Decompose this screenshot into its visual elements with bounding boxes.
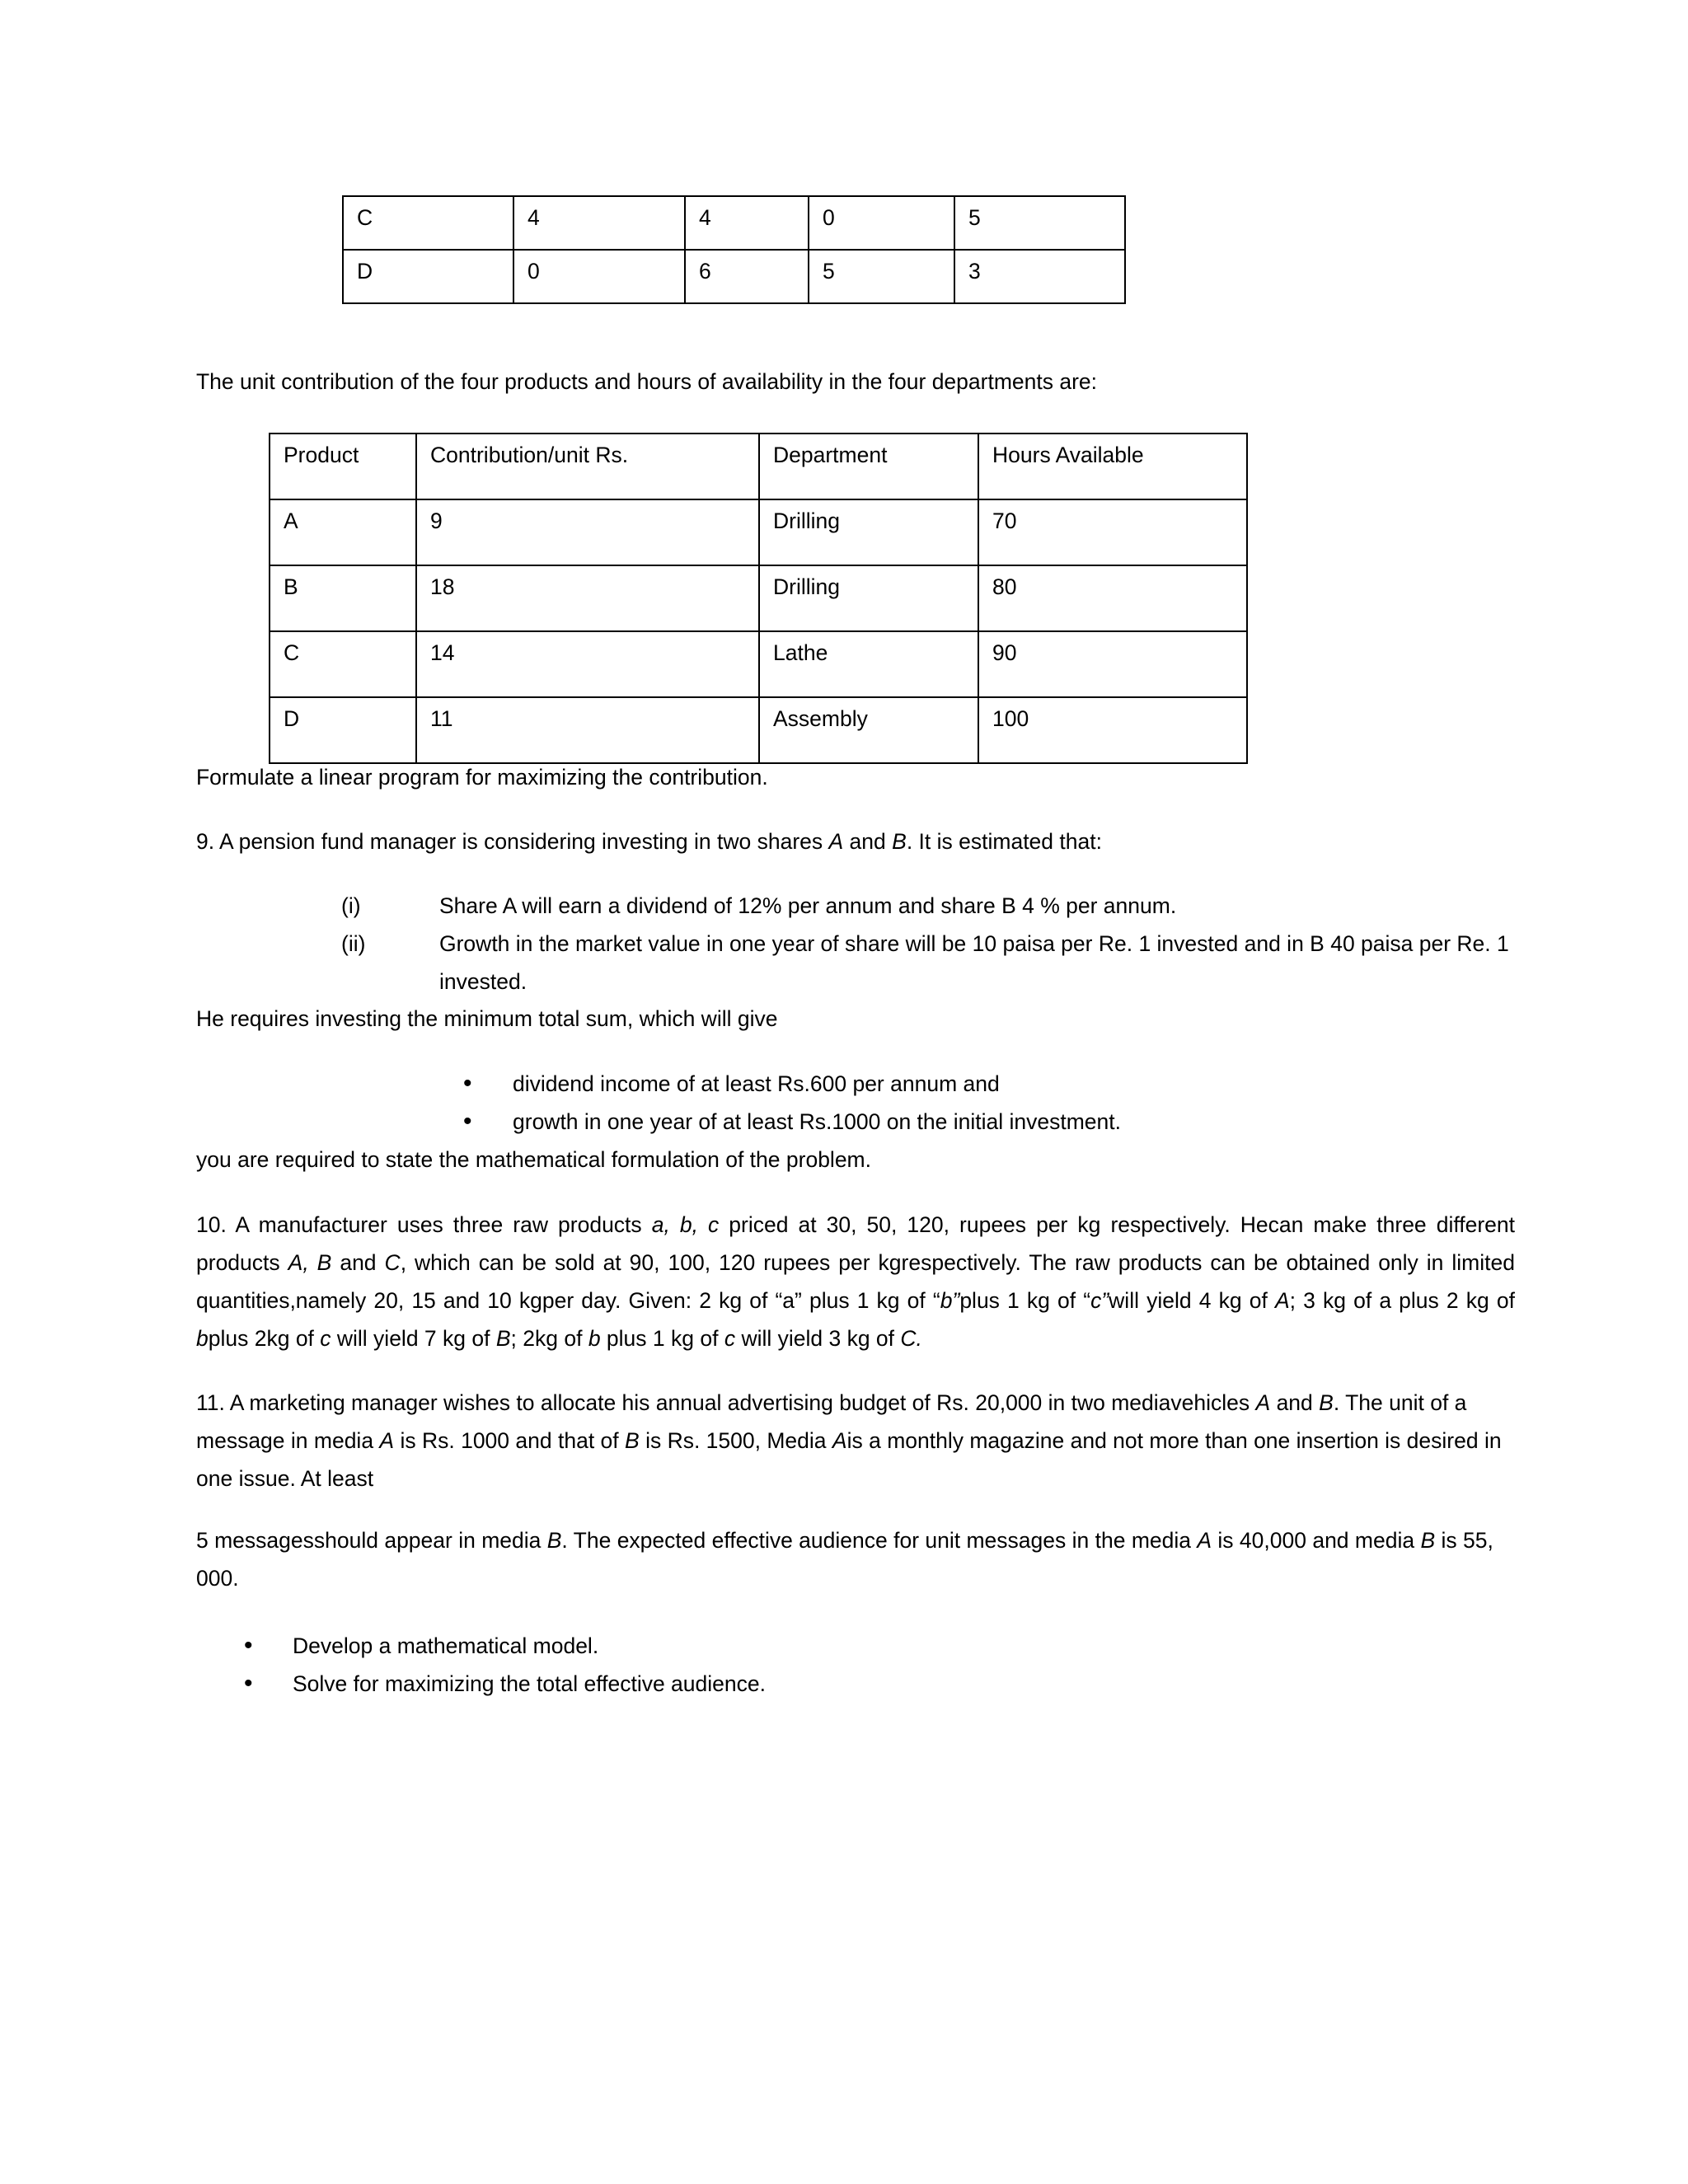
table-row — [270, 697, 1247, 763]
table-cell: 5 — [809, 250, 954, 303]
table-cell: Drilling — [759, 499, 978, 565]
table-row — [270, 565, 1247, 631]
table-cell: 5 — [954, 196, 1125, 250]
availability-table-continued — [342, 195, 1126, 304]
column-header: Department — [759, 434, 978, 499]
table-cell: B — [270, 565, 416, 631]
q9-requirement: He requires investing the minimum total sum, which will give — [196, 1006, 778, 1031]
table-row — [270, 499, 1247, 565]
table-cell: Assembly — [759, 697, 978, 763]
bullet-icon: • — [463, 1108, 472, 1135]
q9-item-text-cont: invested. — [439, 969, 528, 994]
table-cell: 18 — [416, 565, 759, 631]
column-header: Hours Available — [978, 434, 1247, 499]
q9-item-marker: (i) — [341, 893, 361, 918]
table-cell: 4 — [513, 196, 685, 250]
q9-closing: you are required to state the mathematical formulation of the problem. — [196, 1147, 871, 1172]
table-row — [343, 196, 1125, 250]
q11-bullet: Develop a mathematical model. — [293, 1633, 599, 1658]
intro-text: The unit contribution of the four products and hours of availability in the four departments are: — [196, 369, 1098, 394]
q11-text: 11. A marketing manager wishes to allocate his annual advertising budget of Rs. 20,000 in two mediavehicles A and B. The unit of a message in media A is Rs. 1000 and that of B is Rs. 1500, Media Ais a monthly magazine and not more than one insertion is desired in one issue. At least — [196, 1390, 1502, 1491]
table-cell: 70 — [978, 499, 1247, 565]
table-cell: 6 — [685, 250, 809, 303]
bullet-icon: • — [244, 1632, 253, 1659]
table-cell: 0 — [809, 196, 954, 250]
table-cell: Drilling — [759, 565, 978, 631]
table-cell: C — [270, 631, 416, 697]
q9-bullet: growth in one year of at least Rs.1000 on the initial investment. — [513, 1109, 1122, 1134]
q11-bullet: Solve for maximizing the total effective audience. — [293, 1671, 766, 1696]
q9-stem: 9. A pension fund manager is considering investing in two shares A and B. It is estimated that: — [196, 829, 1102, 854]
table-cell: 80 — [978, 565, 1247, 631]
table-cell: 11 — [416, 697, 759, 763]
table-cell: 4 — [685, 196, 809, 250]
q9-item-text: Growth in the market value in one year of share will be 10 paisa per Re. 1 invested and in B 40 paisa per Re. 1 — [439, 931, 1509, 956]
table-cell: Lathe — [759, 631, 978, 697]
table-cell: 9 — [416, 499, 759, 565]
bullet-icon: • — [244, 1670, 253, 1697]
table-cell: D — [343, 250, 513, 303]
q9-item-marker: (ii) — [341, 931, 366, 956]
q11-text-continued: 5 messagesshould appear in media B. The expected effective audience for unit messages in the media A is 40,000 and media B is 55, 000. — [196, 1528, 1493, 1591]
column-header: Product — [270, 434, 416, 499]
table-cell: D — [270, 697, 416, 763]
table-cell: 0 — [513, 250, 685, 303]
q10-text: 10. A manufacturer uses three raw products a, b, c priced at 30, 50, 120, rupees per kg respectively. Hecan make three different products A, B and C, which can be sold at 90, 100, 120 rupees per kgrespectively. The raw products can be obtained only in limited quantities,namely 20, 15 and 10 kgper day. Given: 2 kg of “a” plus 1 kg of “b”plus 1 kg of “c”will yield 4 kg of A; 3 kg of a plus 2 kg of bplus 2kg of c will yield 7 kg of B; 2kg of b plus 1 kg of c will yield 3 kg of C. — [196, 1212, 1515, 1351]
table-row — [270, 631, 1247, 697]
table-header-row — [270, 434, 1247, 499]
q9-bullet: dividend income of at least Rs.600 per annum and — [513, 1071, 1000, 1096]
q9-item-text: Share A will earn a dividend of 12% per annum and share B 4 % per annum. — [439, 893, 1177, 918]
table-cell: 3 — [954, 250, 1125, 303]
table-cell: 100 — [978, 697, 1247, 763]
table-row — [343, 250, 1125, 303]
contribution-table — [269, 433, 1248, 764]
column-header: Contribution/unit Rs. — [416, 434, 759, 499]
table-cell: A — [270, 499, 416, 565]
table-cell: 90 — [978, 631, 1247, 697]
bullet-icon: • — [463, 1070, 472, 1097]
table-cell: 14 — [416, 631, 759, 697]
formulate-text: Formulate a linear program for maximizing the contribution. — [196, 765, 768, 790]
table-cell: C — [343, 196, 513, 250]
